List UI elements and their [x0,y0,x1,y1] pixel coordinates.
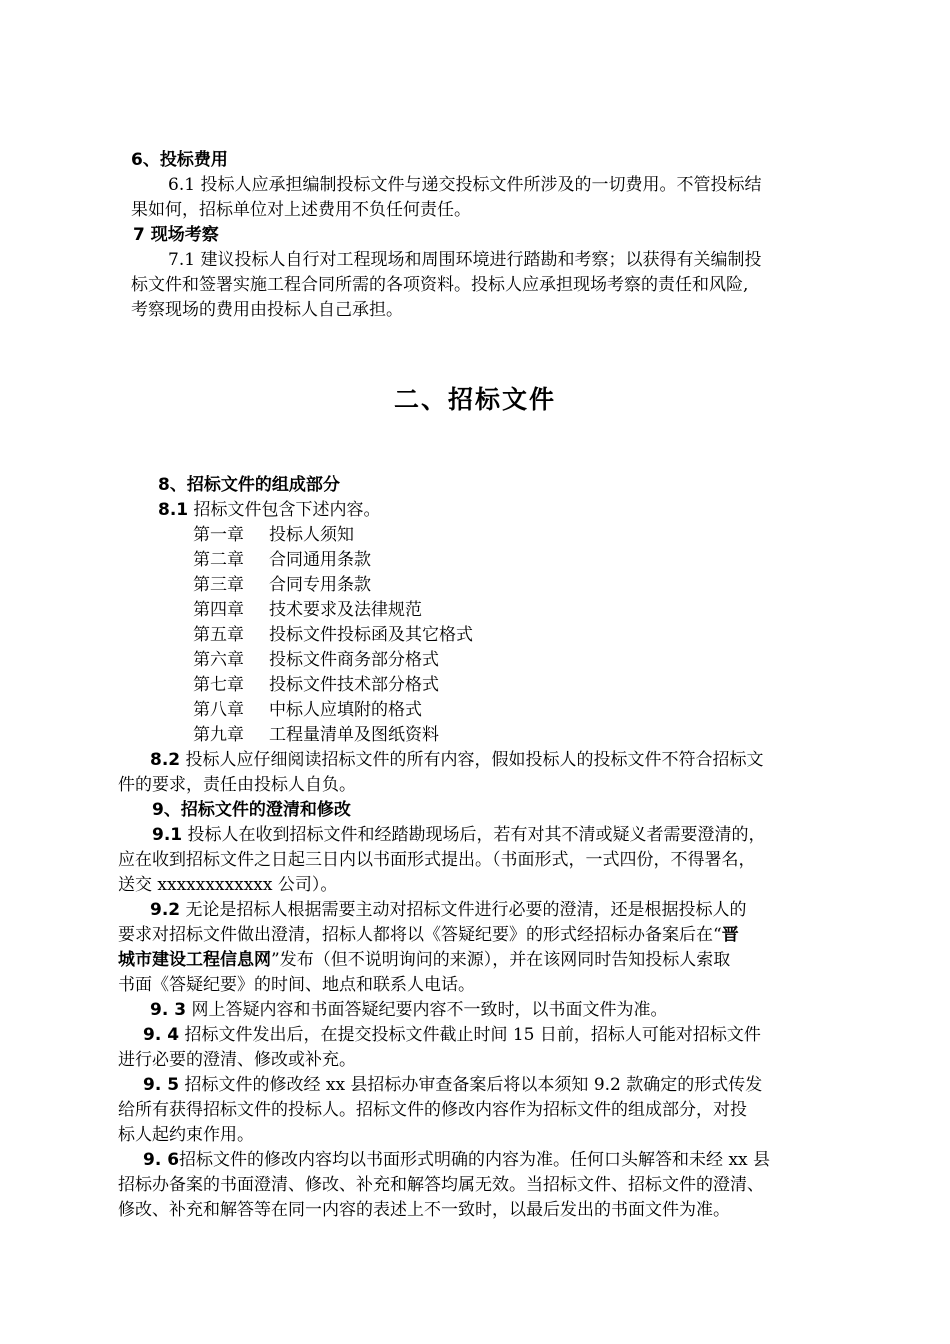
section-9-6-line-3: 修改、补充和解答等在同一内容的表述上不一致时，以最后发出的书面文件为准。 [118,1200,730,1220]
section-9-6-line-1 [143,1148,770,1173]
section-6-1-line-1: 6.1 投标人应承担编制投标文件与递交投标文件所涉及的一切费用。不管投标结 [168,175,762,195]
chapter-item [193,623,473,648]
chapter-number: 第七章 [193,675,244,695]
section-9-4-line-1 [143,1023,761,1048]
section-8-1-text: 招标文件包含下述内容。 [193,500,381,520]
chapter-item [193,723,439,748]
section-8-1 [158,498,381,523]
chapter-item [193,573,371,598]
section-9-1-number: 9.1 [152,825,183,845]
chapter-name: 合同通用条款 [269,550,371,570]
chapter-item [193,598,422,623]
chapter-number: 第五章 [193,625,244,645]
chapter-item [193,648,439,673]
site-name-part-2: 城市建设工程信息网 [118,950,271,970]
section-9-6-line-2: 招标办备案的书面澄清、修改、补充和解答均属无效。当招标文件、招标文件的澄清、 [118,1175,764,1195]
chapter-number: 第二章 [193,550,244,570]
chapter-number: 第四章 [193,600,244,620]
section-9-6-text: 招标文件的修改内容均以书面形式明确的内容为准。任何口头解答和未经 xx 县 [179,1150,771,1170]
section-9-5-number: 9. 5 [143,1075,180,1095]
section-9-2-number: 9.2 [150,900,181,920]
chapter-number: 第一章 [193,525,244,545]
section-9-1-text: 投标人在收到招标文件和经踏勘现场后，若有对其不清或疑义者需要澄清的， [187,825,766,845]
section-9-3 [150,998,667,1023]
chapter-name: 投标文件商务部分格式 [269,650,439,670]
chapter-item [193,548,371,573]
site-name-part-1: 晋 [721,925,739,945]
section-9-4-number: 9. 4 [143,1025,180,1045]
section-9-2-line-1 [150,898,747,923]
section-9-4-line-2: 进行必要的澄清、修改或补充。 [118,1050,356,1070]
section-9-2-line-2 [118,923,739,948]
section-9-5-line-3: 标人起约束作用。 [118,1125,254,1145]
section-9-1-line-1 [152,823,766,848]
section-8-1-number: 8.1 [158,500,189,520]
section-7-1-line-3: 考察现场的费用由投标人自己承担。 [131,300,403,320]
section-6-heading: 6、投标费用 [131,150,228,170]
section-9-2-text: 无论是招标人根据需要主动对招标文件进行必要的澄清，还是根据投标人的 [185,900,747,920]
chapter-number: 第九章 [193,725,244,745]
section-8-2-line-2: 件的要求，责任由投标人自负。 [118,775,356,795]
section-9-3-text: 网上答疑内容和书面答疑纪要内容不一致时，以书面文件为准。 [191,1000,668,1020]
section-9-2-line-4: 书面《答疑纪要》的时间、地点和联系人电话。 [118,975,475,995]
section-9-1-line-3: 送交 xxxxxxxxxxxx 公司）。 [118,875,338,895]
section-8-2-number: 8.2 [150,750,181,770]
chapter-name: 投标人须知 [269,525,354,545]
chapter-name: 工程量清单及图纸资料 [269,725,439,745]
section-9-5-text: 招标文件的修改经 xx 县招标办审查备案后将以本须知 9.2 款确定的形式传发 [184,1075,763,1095]
section-9-5-line-1 [143,1073,762,1098]
section-7-heading: 7 现场考察 [133,225,219,245]
section-9-4-text: 招标文件发出后，在提交投标文件截止时间 15 日前，招标人可能对招标文件 [184,1025,761,1045]
section-7-1-line-1: 7.1 建议投标人自行对工程现场和周围环境进行踏勘和考察；以获得有关编制投 [168,250,762,270]
chapter-number: 第八章 [193,700,244,720]
section-9-2-line-3 [118,948,730,973]
section-9-heading: 9、招标文件的澄清和修改 [152,800,351,820]
section-9-2-text: ”发布（但不说明询问的来源），并在该网同时告知投标人索取 [271,950,731,970]
chapter-item [193,673,439,698]
section-7-1-line-2: 标文件和签署实施工程合同所需的各项资料。投标人应承担现场考察的责任和风险, [131,275,749,295]
section-8-2-line-1 [150,748,764,773]
section-9-3-number: 9. 3 [150,1000,187,1020]
section-8-2-text: 投标人应仔细阅读招标文件的所有内容，假如投标人的投标文件不符合招标文 [185,750,764,770]
section-9-1-line-2: 应在收到招标文件之日起三日内以书面形式提出。（书面形式，一式四份，不得署名， [118,850,756,870]
chapter-name: 投标文件技术部分格式 [269,675,439,695]
chapter-name: 技术要求及法律规范 [269,600,422,620]
section-9-2-text: 要求对招标文件做出澄清，招标人都将以《答疑纪要》的形式经招标办备案后在“ [118,925,722,945]
chapter-number: 第六章 [193,650,244,670]
chapter-name: 合同专用条款 [269,575,371,595]
section-8-heading: 8、招标文件的组成部分 [158,475,340,495]
chapter-number: 第三章 [193,575,244,595]
chapter-item [193,523,354,548]
chapter-name: 投标文件投标函及其它格式 [269,625,473,645]
section-9-6-number: 9. 6 [143,1150,180,1170]
section-9-5-line-2: 给所有获得招标文件的投标人。招标文件的修改内容作为招标文件的组成部分，对投 [118,1100,747,1120]
section-6-1-line-2: 果如何，招标单位对上述费用不负任何责任。 [131,200,471,220]
part-title: 二、招标文件 [393,385,556,414]
chapter-name: 中标人应填附的格式 [269,700,422,720]
chapter-item [193,698,422,723]
